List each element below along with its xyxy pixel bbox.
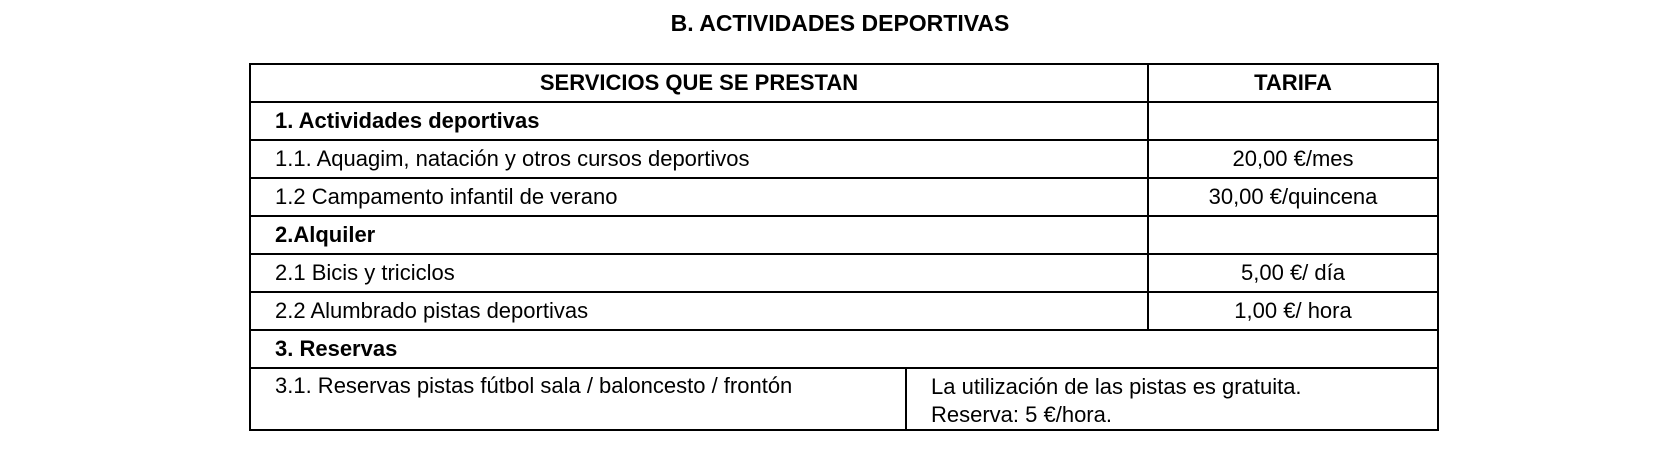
rate-cell: 20,00 €/mes — [1148, 140, 1438, 178]
section-row — [250, 330, 1438, 368]
table-row — [250, 178, 1438, 216]
table-header-row — [250, 64, 1438, 102]
section-heading-reservas: 3. Reservas — [250, 330, 1438, 368]
table-row — [250, 292, 1438, 330]
section-heading-alquiler: 2.Alquiler — [250, 216, 1148, 254]
rate-cell: 1,00 €/ hora — [1148, 292, 1438, 330]
section-rate-empty — [1148, 102, 1438, 140]
section-row — [250, 102, 1438, 140]
table-row — [250, 140, 1438, 178]
document-title: B. ACTIVIDADES DEPORTIVAS — [670, 10, 1010, 36]
tariff-table — [249, 63, 1439, 431]
reservation-note-line: Reserva: 5 €/hora. — [931, 402, 1112, 427]
section-rate-empty — [1148, 216, 1438, 254]
rate-cell: 30,00 €/quincena — [1148, 178, 1438, 216]
service-cell: 3.1. Reservas pistas fútbol sala / baloncesto / frontón — [250, 368, 906, 430]
table-row — [250, 254, 1438, 292]
section-heading-actividades: 1. Actividades deportivas — [250, 102, 1148, 140]
service-cell: 1.1. Aquagim, natación y otros cursos deportivos — [250, 140, 1148, 178]
service-cell: 2.2 Alumbrado pistas deportivas — [250, 292, 1148, 330]
table-row — [250, 368, 1438, 430]
service-cell: 1.2 Campamento infantil de verano — [250, 178, 1148, 216]
reservation-note-line: La utilización de las pistas es gratuita. — [931, 374, 1302, 399]
rate-cell: 5,00 €/ día — [1148, 254, 1438, 292]
header-services: SERVICIOS QUE SE PRESTAN — [250, 64, 1148, 102]
section-row — [250, 216, 1438, 254]
service-cell: 2.1 Bicis y triciclos — [250, 254, 1148, 292]
reservation-note-cell — [906, 368, 1438, 430]
header-tariff: TARIFA — [1148, 64, 1438, 102]
